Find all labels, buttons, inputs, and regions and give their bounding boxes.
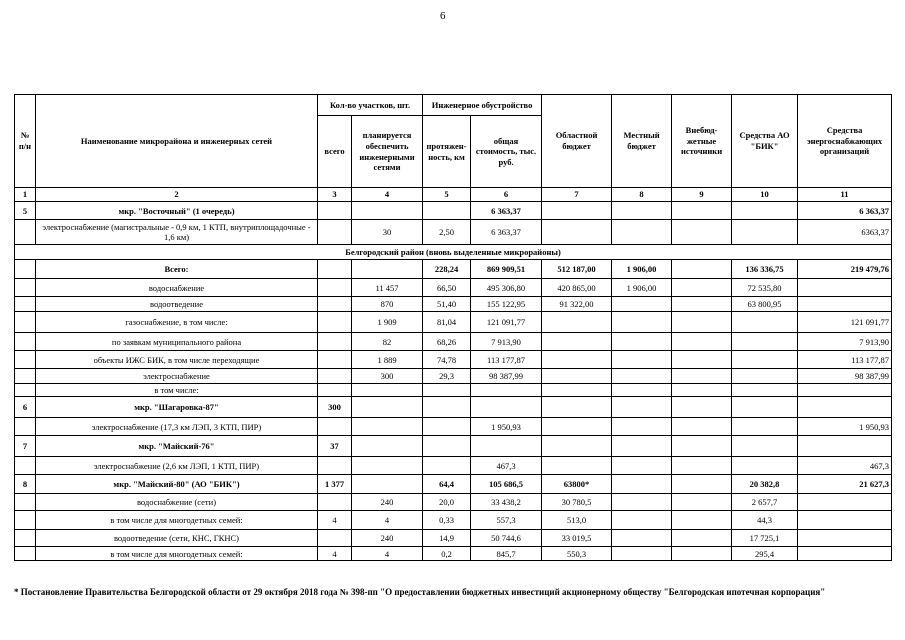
cell-regional [542, 351, 612, 369]
header-bik-funds: Средства АО "БИК" [732, 95, 798, 188]
table-row [15, 530, 892, 547]
cell-total: 4 [318, 511, 352, 530]
cell-bik: 20 382,8 [732, 475, 798, 494]
cell-local [612, 220, 672, 245]
row-name: в том числе для многодетных семей: [36, 511, 318, 530]
cell-energy [798, 494, 892, 511]
cell-length [423, 457, 471, 475]
cell-extra [672, 530, 732, 547]
cell-cost [471, 436, 542, 457]
cell-planned: 4 [352, 511, 423, 530]
cell-total [318, 312, 352, 333]
cell-bik [732, 333, 798, 351]
cell-bik: 17 725,1 [732, 530, 798, 547]
cell-regional [542, 436, 612, 457]
cell-extra [672, 202, 732, 220]
table-row [15, 397, 892, 418]
cell-length: 81,04 [423, 312, 471, 333]
cell-bik [732, 351, 798, 369]
cell-length: 66,50 [423, 279, 471, 297]
cell-energy [798, 511, 892, 530]
infrastructure-table [14, 94, 892, 561]
cell-length: 64,4 [423, 475, 471, 494]
cell-total [318, 351, 352, 369]
cell-local [612, 312, 672, 333]
table-row [15, 279, 892, 297]
cell-cost: 50 744,6 [471, 530, 542, 547]
cell-length: 20,0 [423, 494, 471, 511]
cell-extra [672, 260, 732, 279]
cell-length: 228,24 [423, 260, 471, 279]
cell-energy [798, 384, 892, 397]
cell-total [318, 369, 352, 384]
cell-planned [352, 384, 423, 397]
col-number: 9 [672, 188, 732, 202]
cell-total [318, 384, 352, 397]
cell-length [423, 436, 471, 457]
cell-energy: 21 627,3 [798, 475, 892, 494]
cell-energy: 1 950,93 [798, 418, 892, 436]
cell-extra [672, 297, 732, 312]
row-name: мкр. "Шагаровка-87" [36, 397, 318, 418]
cell-total [318, 202, 352, 220]
row-name: газоснабжение, в том числе: [36, 312, 318, 333]
cell-regional: 30 780,5 [542, 494, 612, 511]
header-num: № п/н [15, 95, 36, 188]
cell-length [423, 397, 471, 418]
cell-regional [542, 457, 612, 475]
col-number: 2 [36, 188, 318, 202]
cell-planned: 30 [352, 220, 423, 245]
row-name: по заявкам муниципального района [36, 333, 318, 351]
cell-cost: 467,3 [471, 457, 542, 475]
cell-energy [798, 547, 892, 561]
table-row [15, 351, 892, 369]
header-cost: общая стоимость, тыс. руб. [471, 116, 542, 188]
cell-extra [672, 397, 732, 418]
table-row [15, 312, 892, 333]
cell-extra [672, 547, 732, 561]
cell-length: 0,2 [423, 547, 471, 561]
cell-cost: 557,3 [471, 511, 542, 530]
cell-cost: 7 913,90 [471, 333, 542, 351]
table-row [15, 457, 892, 475]
cell-bik [732, 457, 798, 475]
cell-total [318, 333, 352, 351]
cell-cost: 105 686,5 [471, 475, 542, 494]
row-name: электроснабжение (17,3 км ЛЭП, 3 КТП, ПИР) [36, 418, 318, 436]
row-name: водоснабжение (сети) [36, 494, 318, 511]
cell-energy [798, 436, 892, 457]
cell-local [612, 436, 672, 457]
row-name: электроснабжение [36, 369, 318, 384]
row-name: объекты ИЖС БИК, в том числе переходящие [36, 351, 318, 369]
row-name: электроснабжение (магистральные - 0,9 км, 1 КТП, внутриплощадочные - 1,6 км) [36, 220, 318, 245]
cell-planned: 240 [352, 530, 423, 547]
cell-local [612, 511, 672, 530]
table-row [15, 547, 892, 561]
cell-total: 300 [318, 397, 352, 418]
section-title: Белгородский район (вновь выделенные микрорайоны) [15, 245, 892, 260]
table-row [15, 220, 892, 245]
cell-cost: 6 363,37 [471, 220, 542, 245]
cell-planned [352, 397, 423, 418]
row-number [15, 260, 36, 279]
row-name: мкр. "Восточный" (1 очередь) [36, 202, 318, 220]
row-number [15, 333, 36, 351]
table-row [15, 202, 892, 220]
row-number [15, 457, 36, 475]
col-number: 5 [423, 188, 471, 202]
cell-regional: 420 865,00 [542, 279, 612, 297]
cell-local [612, 369, 672, 384]
cell-length [423, 384, 471, 397]
cell-total [318, 260, 352, 279]
cell-bik [732, 220, 798, 245]
cell-extra [672, 511, 732, 530]
cell-regional: 91 322,00 [542, 297, 612, 312]
row-number [15, 494, 36, 511]
row-name: водоотведение (сети, КНС, ГКНС) [36, 530, 318, 547]
cell-length: 29,3 [423, 369, 471, 384]
cell-length: 0,33 [423, 511, 471, 530]
header-name: Наименование микрорайона и инженерных сетей [36, 95, 318, 188]
cell-length: 68,26 [423, 333, 471, 351]
cell-bik: 63 800,95 [732, 297, 798, 312]
cell-planned: 300 [352, 369, 423, 384]
cell-local: 1 906,00 [612, 279, 672, 297]
col-number: 11 [798, 188, 892, 202]
cell-regional [542, 220, 612, 245]
cell-local [612, 333, 672, 351]
cell-local [612, 384, 672, 397]
cell-extra [672, 220, 732, 245]
cell-local [612, 397, 672, 418]
cell-cost: 155 122,95 [471, 297, 542, 312]
cell-cost: 121 091,77 [471, 312, 542, 333]
cell-local [612, 530, 672, 547]
row-number [15, 279, 36, 297]
cell-local [612, 457, 672, 475]
table-row [15, 260, 892, 279]
cell-planned: 1 889 [352, 351, 423, 369]
row-number: 5 [15, 202, 36, 220]
cell-extra [672, 369, 732, 384]
cell-length: 74,78 [423, 351, 471, 369]
cell-total [318, 418, 352, 436]
header-group-engineering: Инженерное обустройство [423, 95, 542, 116]
cell-cost: 33 438,2 [471, 494, 542, 511]
cell-regional [542, 397, 612, 418]
cell-regional [542, 202, 612, 220]
header-local-budget: Местный бюджет [612, 95, 672, 188]
cell-planned [352, 202, 423, 220]
table-row [15, 494, 892, 511]
cell-bik: 72 535,80 [732, 279, 798, 297]
cell-length: 2,50 [423, 220, 471, 245]
cell-bik [732, 397, 798, 418]
cell-cost: 6 363,37 [471, 202, 542, 220]
cell-energy: 467,3 [798, 457, 892, 475]
row-number [15, 297, 36, 312]
cell-extra [672, 457, 732, 475]
col-number: 3 [318, 188, 352, 202]
cell-bik: 44,3 [732, 511, 798, 530]
cell-planned: 82 [352, 333, 423, 351]
header-regional-budget: Областной бюджет [542, 95, 612, 188]
table-row [15, 511, 892, 530]
cell-regional: 512 187,00 [542, 260, 612, 279]
row-name: Всего: [36, 260, 318, 279]
cell-total [318, 530, 352, 547]
row-name: в том числе: [36, 384, 318, 397]
cell-regional [542, 384, 612, 397]
cell-planned [352, 475, 423, 494]
cell-cost: 113 177,87 [471, 351, 542, 369]
row-number [15, 312, 36, 333]
cell-cost: 869 909,51 [471, 260, 542, 279]
cell-local [612, 547, 672, 561]
footnote: * Постановление Правительства Белгородской области от 29 октября 2018 года № 398-пп "О предоставлении бюджетных инвестиций акционерному обществу "Белгородская ипотечная корпорация" [14, 587, 826, 597]
cell-total: 4 [318, 547, 352, 561]
cell-extra [672, 494, 732, 511]
row-name: водоотведение [36, 297, 318, 312]
col-number: 8 [612, 188, 672, 202]
cell-extra [672, 312, 732, 333]
row-number [15, 369, 36, 384]
cell-energy: 98 387,99 [798, 369, 892, 384]
cell-cost: 1 950,93 [471, 418, 542, 436]
page-number: 6 [440, 10, 446, 22]
cell-bik: 2 657,7 [732, 494, 798, 511]
table-row [15, 297, 892, 312]
row-number: 8 [15, 475, 36, 494]
cell-total: 37 [318, 436, 352, 457]
cell-extra [672, 384, 732, 397]
cell-extra [672, 475, 732, 494]
cell-bik: 295,4 [732, 547, 798, 561]
cell-local [612, 494, 672, 511]
cell-bik [732, 384, 798, 397]
cell-bik [732, 202, 798, 220]
cell-regional [542, 369, 612, 384]
row-number [15, 547, 36, 561]
cell-regional [542, 418, 612, 436]
cell-extra [672, 351, 732, 369]
table-row [15, 333, 892, 351]
row-number [15, 530, 36, 547]
cell-bik [732, 436, 798, 457]
row-number: 6 [15, 397, 36, 418]
col-number: 10 [732, 188, 798, 202]
table-row [15, 436, 892, 457]
col-number: 4 [352, 188, 423, 202]
cell-planned: 240 [352, 494, 423, 511]
header-planned: планируется обеспечить инженерными сетями [352, 116, 423, 188]
cell-total [318, 279, 352, 297]
cell-local: 1 906,00 [612, 260, 672, 279]
cell-cost: 98 387,99 [471, 369, 542, 384]
cell-length [423, 202, 471, 220]
cell-energy [798, 279, 892, 297]
header-total: всего [318, 116, 352, 188]
row-number [15, 351, 36, 369]
cell-extra [672, 418, 732, 436]
cell-total [318, 220, 352, 245]
cell-regional: 33 019,5 [542, 530, 612, 547]
row-number [15, 384, 36, 397]
cell-local [612, 202, 672, 220]
cell-regional [542, 312, 612, 333]
col-number: 7 [542, 188, 612, 202]
cell-length [423, 418, 471, 436]
cell-cost [471, 384, 542, 397]
row-name: мкр. "Майский-76" [36, 436, 318, 457]
cell-regional [542, 333, 612, 351]
row-number: 7 [15, 436, 36, 457]
cell-planned [352, 436, 423, 457]
header-length: протяжен-ность, км [423, 116, 471, 188]
row-name: мкр. "Майский-80" (АО "БИК") [36, 475, 318, 494]
row-name: в том числе для многодетных семей: [36, 547, 318, 561]
cell-planned: 1 909 [352, 312, 423, 333]
cell-cost: 845,7 [471, 547, 542, 561]
table-row [15, 369, 892, 384]
cell-energy: 7 913,90 [798, 333, 892, 351]
cell-extra [672, 333, 732, 351]
cell-length: 14,9 [423, 530, 471, 547]
row-number [15, 220, 36, 245]
row-number [15, 511, 36, 530]
cell-local [612, 351, 672, 369]
cell-local [612, 297, 672, 312]
cell-energy: 6363,37 [798, 220, 892, 245]
table-row [15, 384, 892, 397]
cell-energy: 121 091,77 [798, 312, 892, 333]
cell-total [318, 457, 352, 475]
cell-energy: 6 363,37 [798, 202, 892, 220]
cell-local [612, 418, 672, 436]
cell-bik: 136 336,75 [732, 260, 798, 279]
cell-regional: 513,0 [542, 511, 612, 530]
cell-bik [732, 369, 798, 384]
header-energy-funds: Средства энергоснабжающих организаций [798, 95, 892, 188]
cell-energy: 113 177,87 [798, 351, 892, 369]
cell-energy: 219 479,76 [798, 260, 892, 279]
header-group-plots: Кол-во участков, шт. [318, 95, 423, 116]
table-row [15, 418, 892, 436]
cell-length: 51,40 [423, 297, 471, 312]
cell-bik [732, 312, 798, 333]
cell-cost: 495 306,80 [471, 279, 542, 297]
cell-cost [471, 397, 542, 418]
cell-regional: 550,3 [542, 547, 612, 561]
row-number [15, 418, 36, 436]
cell-planned: 870 [352, 297, 423, 312]
cell-energy [798, 530, 892, 547]
cell-energy [798, 297, 892, 312]
cell-total [318, 297, 352, 312]
cell-total [318, 494, 352, 511]
cell-energy [798, 397, 892, 418]
row-name: электроснабжение (2,6 км ЛЭП, 1 КТП, ПИР) [36, 457, 318, 475]
cell-bik [732, 418, 798, 436]
cell-planned [352, 457, 423, 475]
header-extra-budget: Внебюд-жетные источники [672, 95, 732, 188]
cell-total: 1 377 [318, 475, 352, 494]
cell-regional: 63800* [542, 475, 612, 494]
col-number: 6 [471, 188, 542, 202]
cell-planned: 11 457 [352, 279, 423, 297]
cell-extra [672, 279, 732, 297]
cell-extra [672, 436, 732, 457]
col-number: 1 [15, 188, 36, 202]
cell-planned [352, 418, 423, 436]
table-row [15, 475, 892, 494]
cell-planned: 4 [352, 547, 423, 561]
cell-local [612, 475, 672, 494]
cell-planned [352, 260, 423, 279]
row-name: водоснабжение [36, 279, 318, 297]
